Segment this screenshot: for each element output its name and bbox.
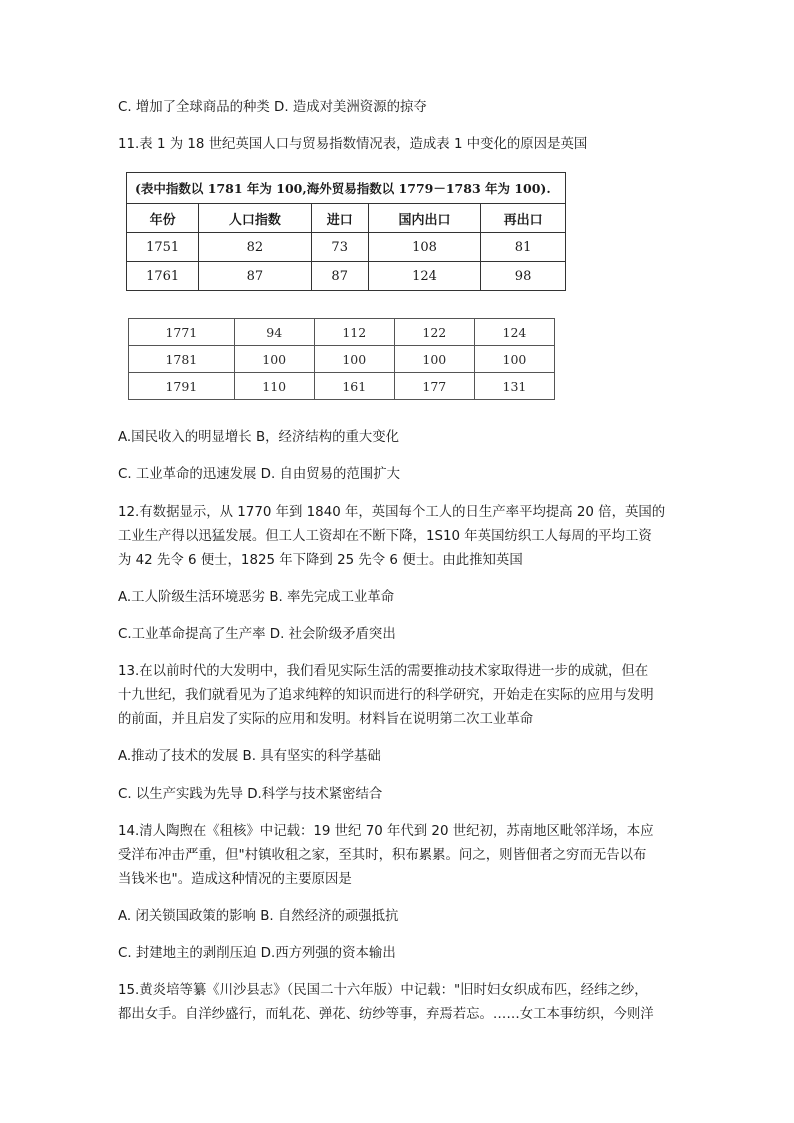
question-12-stem-line-2: 工业生产得以迅猛发展。但工人工资却在不断下降，1S10 年英国纺织工人每周的平均工资: [118, 529, 652, 544]
header-imports: 进口: [311, 204, 368, 233]
question-13-stem-line-1: 13.在以前时代的大发明中，我们看见实际生活的需要推动技术家取得进一步的成就，但在: [118, 664, 649, 679]
table-cell: 177: [394, 373, 474, 400]
question-option-line: C. 增加了全球商品的种类 D. 造成对美洲资源的掠夺: [118, 100, 427, 115]
question-12-options-cd: C.工业革命提高了生产率 D. 社会阶级矛盾突出: [118, 627, 396, 642]
header-population-index: 人口指数: [199, 204, 311, 233]
table-row: [129, 373, 555, 400]
header-year: 年份: [127, 204, 199, 233]
index-table-part-2: [128, 318, 555, 400]
question-14-stem-line-1: 14.清人陶煦在《租核》中记载：19 世纪 70 年代到 20 世纪初，苏南地区毗邻洋场，本应: [118, 824, 654, 839]
table-row: [127, 233, 566, 262]
question-15-stem-line-2: 都出女手。自洋纱盛行，而轧花、弹花、纺纱等事，弃焉若忘。……女工本事纺织，今则洋: [118, 1007, 654, 1022]
index-table-part-1: [126, 172, 566, 291]
question-14-options-cd: C. 封建地主的剥削压迫 D.西方列强的资本输出: [118, 946, 396, 961]
table-header-row: [127, 204, 566, 233]
table-row: [129, 346, 555, 373]
table-cell: 124: [368, 262, 480, 291]
table-cell: 108: [368, 233, 480, 262]
table-cell: 73: [311, 233, 368, 262]
table-cell: 87: [311, 262, 368, 291]
question-13-stem-line-3: 的前面，并且启发了实际的应用和发明。材料旨在说明第二次工业革命: [118, 712, 534, 727]
table-caption: (表中指数以 1781 年为 100,海外贸易指数以 1779－1783 年为 100).: [127, 173, 566, 204]
table-cell: 1751: [127, 233, 199, 262]
table-cell: 98: [481, 262, 566, 291]
table-cell: 131: [474, 373, 554, 400]
table-row: [129, 319, 555, 346]
question-11-options-ab: A.国民收入的明显增长 B，经济结构的重大变化: [118, 430, 400, 445]
table-cell: 81: [481, 233, 566, 262]
table-cell: 1791: [129, 373, 235, 400]
question-15-stem-line-1: 15.黄炎培等纂《川沙县志》（民国二十六年版）中记载："旧时妇女织成布匹，经纬之纱，: [118, 983, 648, 998]
table-cell: 94: [234, 319, 314, 346]
question-12-options-ab: A.工人阶级生活环境恶劣 B. 率先完成工业革命: [118, 590, 395, 605]
question-12-stem-line-3: 为 42 先令 6 便士，1825 年下降到 25 先令 6 便士。由此推知英国: [118, 553, 523, 568]
table-cell: 110: [234, 373, 314, 400]
table-cell: 1781: [129, 346, 235, 373]
table-cell: 100: [234, 346, 314, 373]
table-cell: 100: [394, 346, 474, 373]
question-14-stem-line-3: 当钱米也"。造成这种情况的主要原因是: [118, 872, 352, 887]
question-13-stem-line-2: 十九世纪，我们就看见为了追求纯粹的知识而进行的科学研究，开始走在实际的应用与发明: [118, 688, 654, 703]
question-13-options-cd: C. 以生产实践为先导 D.科学与技术紧密结合: [118, 787, 383, 802]
table-cell: 161: [314, 373, 394, 400]
table-cell: 1771: [129, 319, 235, 346]
header-re-exports: 再出口: [481, 204, 566, 233]
question-14-stem-line-2: 受洋布冲击严重，但"村镇收租之家，至其时，积布累累。问之，则皆佃者之穷而无告以布: [118, 848, 647, 863]
table-row: [127, 262, 566, 291]
question-11-options-cd: C. 工业革命的迅速发展 D. 自由贸易的范围扩大: [118, 467, 400, 482]
table-cell: 112: [314, 319, 394, 346]
question-14-options-ab: A. 闭关锁国政策的影响 B. 自然经济的顽强抵抗: [118, 909, 399, 924]
table-cell: 87: [199, 262, 311, 291]
question-13-options-ab: A.推动了技术的发展 B. 具有坚实的科学基础: [118, 749, 381, 764]
table-cell: 1761: [127, 262, 199, 291]
table-cell: 100: [314, 346, 394, 373]
table-cell: 100: [474, 346, 554, 373]
table-cell: 124: [474, 319, 554, 346]
table-cell: 122: [394, 319, 474, 346]
question-12-stem-line-1: 12.有数据显示，从 1770 年到 1840 年，英国每个工人的日生产率平均提高 20 倍，英国的: [118, 505, 666, 520]
header-domestic-exports: 国内出口: [368, 204, 480, 233]
question-11-stem: 11.表 1 为 18 世纪英国人口与贸易指数情况表，造成表 1 中变化的原因是英国: [118, 137, 588, 152]
table-cell: 82: [199, 233, 311, 262]
